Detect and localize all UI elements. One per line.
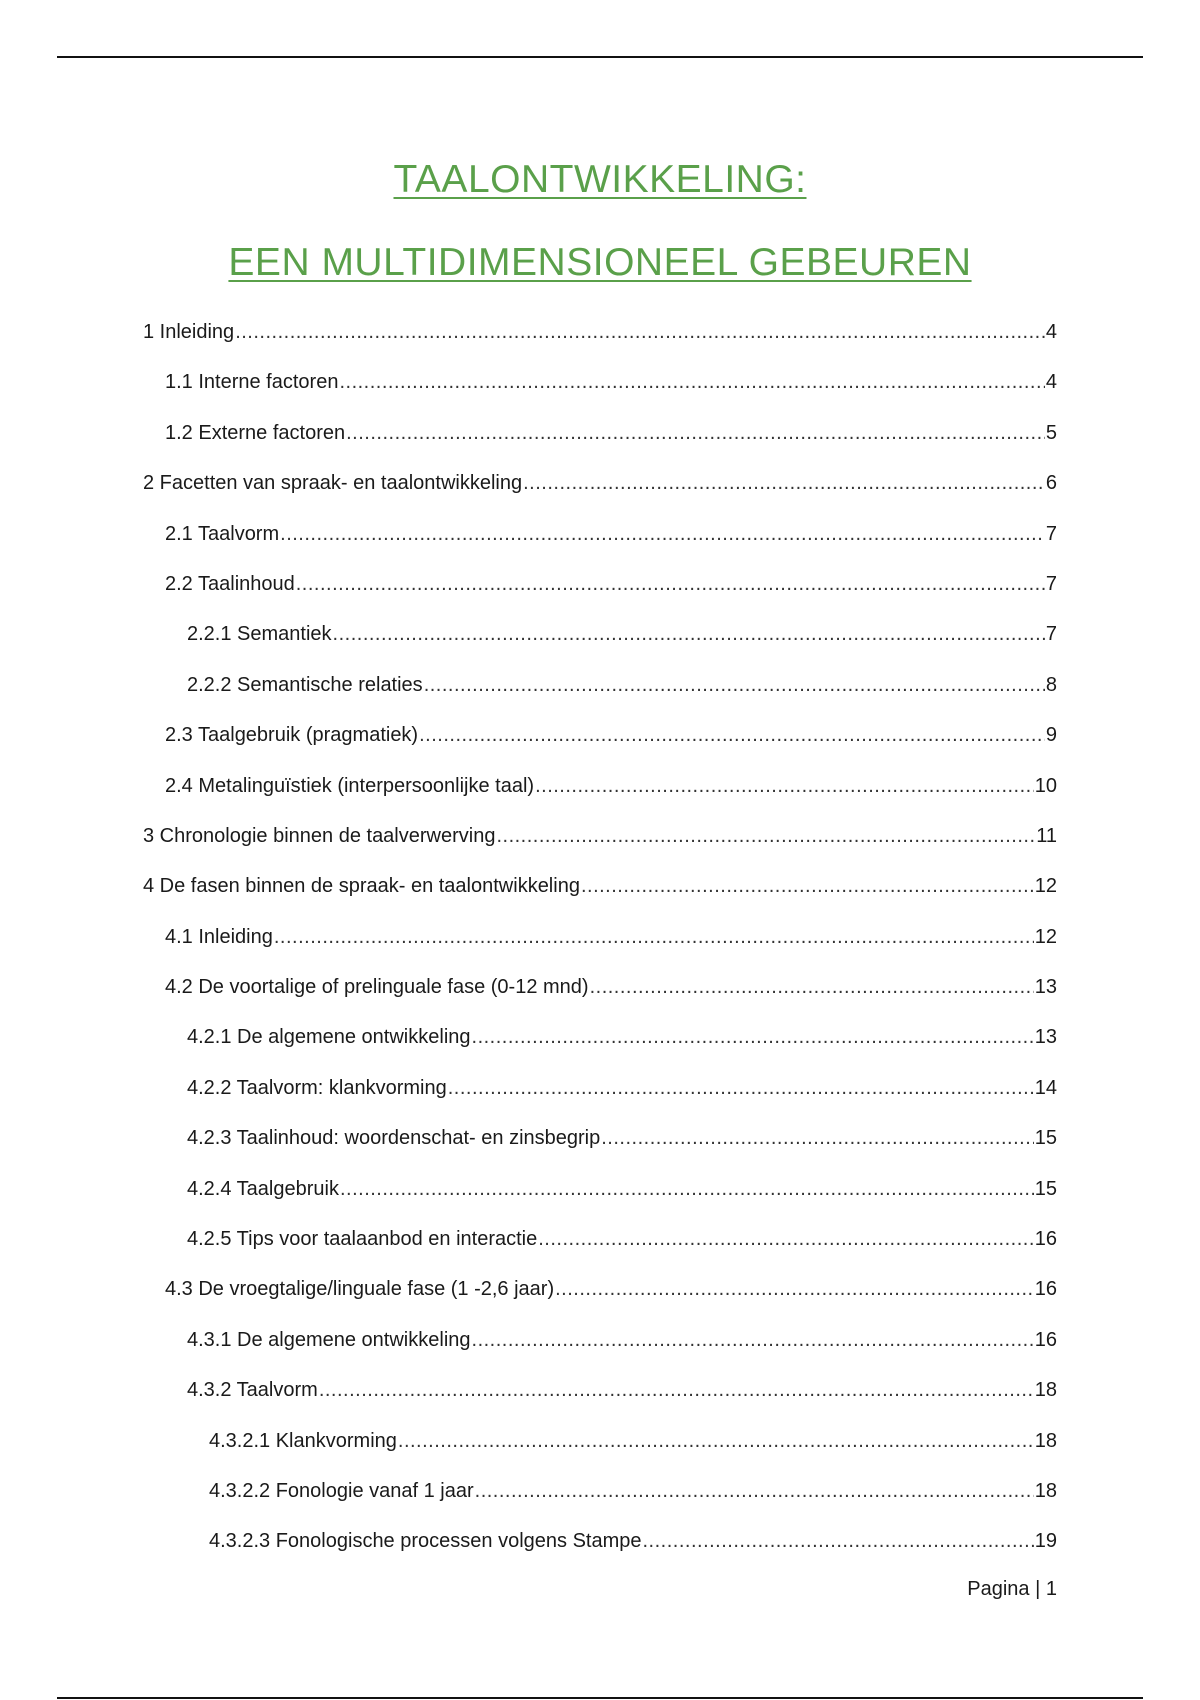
toc-entry-page-number: 12: [1034, 925, 1057, 948]
toc-dot-leader: [346, 421, 1045, 445]
toc-entry-label: 4.2.1 De algemene ontwikkeling: [187, 1026, 471, 1049]
toc-entry-page-number: 14: [1034, 1076, 1057, 1099]
toc-entry-label: 4.2 De voortalige of prelinguale fase (0-12 mnd): [165, 976, 589, 999]
toc-entry-label: 1.1 Interne factoren: [165, 371, 339, 394]
toc-entry-label: 4.3 De vroegtalige/linguale fase (1 -2,6 jaar): [165, 1278, 555, 1301]
toc-entry-label: 2.2 Taalinhoud: [165, 572, 295, 595]
toc-entry-label: 2 Facetten van spraak- en taalontwikkeling: [143, 472, 523, 495]
toc-entry-page-number: 13: [1034, 976, 1057, 999]
toc-entry-page-number: 18: [1034, 1429, 1057, 1452]
toc-entry-page-number: 9: [1045, 724, 1057, 747]
toc-entry-page-number: 7: [1045, 623, 1057, 646]
toc-entry-page-number: 4: [1045, 371, 1057, 394]
toc-entry[interactable]: [143, 572, 1057, 622]
toc-entry-page-number: 8: [1045, 673, 1057, 696]
toc-entry-label: 2.1 Taalvorm: [165, 522, 280, 545]
toc-entry-label: 4.3.2.2 Fonologie vanaf 1 jaar: [209, 1479, 474, 1502]
toc-entry-page-number: 4: [1045, 321, 1057, 343]
toc-entry[interactable]: [143, 673, 1057, 723]
toc-entry-page-number: 6: [1045, 472, 1057, 495]
toc-entry[interactable]: [143, 1076, 1057, 1126]
toc-dot-leader: [523, 471, 1045, 495]
toc-entry-page-number: 16: [1034, 1228, 1057, 1251]
toc-dot-leader: [340, 1177, 1034, 1201]
toc-entry[interactable]: [143, 1025, 1057, 1075]
toc-entry-label: 4.2.5 Tips voor taalaanbod en interactie: [187, 1228, 538, 1251]
toc-entry-page-number: 13: [1034, 1026, 1057, 1049]
toc-entry-label: 2.3 Taalgebruik (pragmatiek): [165, 724, 419, 747]
toc-entry-page-number: 16: [1034, 1278, 1057, 1301]
toc-dot-leader: [274, 925, 1034, 949]
toc-dot-leader: [419, 723, 1045, 747]
toc-entry[interactable]: [143, 1378, 1057, 1428]
toc-dot-leader: [398, 1429, 1034, 1453]
toc-dot-leader: [296, 572, 1045, 596]
toc-dot-leader: [581, 874, 1034, 898]
toc-entry[interactable]: [143, 723, 1057, 773]
table-of-contents: [143, 320, 1057, 1580]
toc-entry-label: 4.3.2.3 Fonologische processen volgens Stampe: [209, 1530, 642, 1553]
toc-entry-page-number: 18: [1034, 1479, 1057, 1502]
toc-entry-label: 4.3.2 Taalvorm: [187, 1379, 318, 1402]
toc-entry-page-number: 19: [1034, 1530, 1057, 1553]
toc-entry-page-number: 5: [1045, 421, 1057, 444]
toc-entry-label: 4.1 Inleiding: [165, 925, 273, 948]
toc-entry-label: 4.2.2 Taalvorm: klankvorming: [187, 1076, 447, 1099]
toc-dot-leader: [319, 1378, 1034, 1402]
toc-entry[interactable]: [143, 925, 1057, 975]
toc-entry-page-number: 15: [1034, 1127, 1057, 1150]
toc-entry-label: 2.4 Metalinguïstiek (interpersoonlijke taal): [165, 774, 535, 797]
toc-dot-leader: [555, 1277, 1034, 1301]
toc-dot-leader: [424, 673, 1045, 697]
toc-entry[interactable]: [143, 421, 1057, 471]
toc-entry[interactable]: [143, 522, 1057, 572]
toc-entry-page-number: 18: [1034, 1379, 1057, 1402]
toc-entry[interactable]: [143, 1227, 1057, 1277]
toc-dot-leader: [339, 370, 1044, 394]
toc-entry-page-number: 11: [1036, 824, 1057, 847]
toc-dot-leader: [643, 1529, 1034, 1553]
toc-entry-label: 1.2 Externe factoren: [165, 421, 346, 444]
toc-entry-label: 4.2.3 Taalinhoud: woordenschat- en zinsbegrip: [187, 1127, 601, 1150]
toc-entry-label: 2.2.2 Semantische relaties: [187, 673, 423, 696]
footer-rule: [57, 1697, 1143, 1699]
toc-entry[interactable]: [143, 320, 1057, 370]
toc-entry-page-number: 7: [1045, 572, 1057, 595]
toc-dot-leader: [601, 1126, 1034, 1150]
toc-entry-label: 1 Inleiding: [143, 321, 235, 343]
toc-dot-leader: [472, 1025, 1034, 1049]
toc-entry[interactable]: [143, 1479, 1057, 1529]
document-title-line-2: EEN MULTIDIMENSIONEEL GEBEUREN: [228, 241, 972, 284]
toc-entry-page-number: 10: [1034, 774, 1057, 797]
toc-entry-label: 4.3.2.1 Klankvorming: [209, 1429, 397, 1452]
document-title-line-1: TAALONTWIKKELING:: [393, 158, 807, 201]
toc-dot-leader: [280, 522, 1045, 546]
toc-dot-leader: [538, 1227, 1034, 1251]
toc-entry[interactable]: [143, 622, 1057, 672]
toc-entry[interactable]: [143, 1126, 1057, 1176]
toc-entry[interactable]: [143, 774, 1057, 824]
toc-entry[interactable]: [143, 370, 1057, 420]
toc-entry-label: 4 De fasen binnen de spraak- en taalontwikkeling: [143, 875, 580, 898]
toc-dot-leader: [235, 320, 1045, 344]
toc-dot-leader: [590, 975, 1034, 999]
toc-dot-leader: [448, 1076, 1034, 1100]
toc-entry[interactable]: [143, 1429, 1057, 1479]
toc-entry-page-number: 12: [1034, 875, 1057, 898]
toc-entry-label: 4.2.4 Taalgebruik: [187, 1177, 339, 1200]
header-rule: [57, 56, 1143, 58]
page-number-footer: Pagina | 1: [967, 1578, 1057, 1600]
toc-entry-page-number: 7: [1045, 522, 1057, 545]
toc-entry[interactable]: [143, 1177, 1057, 1227]
toc-entry[interactable]: [143, 975, 1057, 1025]
toc-entry[interactable]: [143, 824, 1057, 874]
toc-entry[interactable]: [143, 1277, 1057, 1327]
toc-entry[interactable]: [143, 1328, 1057, 1378]
toc-dot-leader: [535, 774, 1034, 798]
toc-entry[interactable]: [143, 471, 1057, 521]
toc-entry-page-number: 15: [1034, 1177, 1057, 1200]
toc-entry[interactable]: [143, 874, 1057, 924]
toc-dot-leader: [475, 1479, 1034, 1503]
toc-entry-label: 4.3.1 De algemene ontwikkeling: [187, 1328, 471, 1351]
toc-dot-leader: [472, 1328, 1034, 1352]
toc-entry-page-number: 16: [1034, 1328, 1057, 1351]
toc-entry-label: 3 Chronologie binnen de taalverwerving: [143, 824, 496, 847]
toc-entry[interactable]: [143, 1529, 1057, 1579]
toc-dot-leader: [333, 622, 1045, 646]
toc-entry-label: 2.2.1 Semantiek: [187, 623, 332, 646]
toc-dot-leader: [496, 824, 1035, 848]
